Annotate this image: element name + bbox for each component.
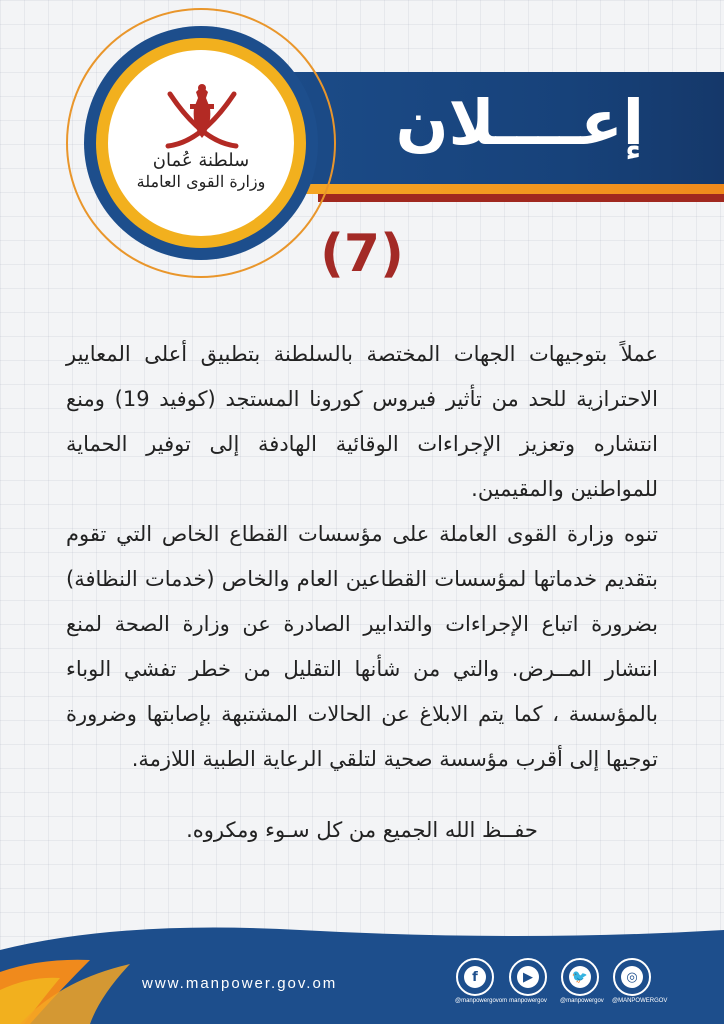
orange-stripe bbox=[300, 184, 724, 194]
body-paragraph: تنوه وزارة القوى العاملة على مؤسسات القطاع الخاص التي تقوم بتقديم خدماتها لمؤسسات القطاعين العام والخاص (خدمات النظافة) بضرورة اتباع الإجراءات والتدابير الصادرة عن وزارة الصحة لمنع انتشار المــرض. والتي من شأنها التقليل من خطر تفشي الوباء بالمؤسسة ، كما يتم الابلاغ عن الحالات المشتبهة بإصابتها وضرورة توجيها إلى أقرب مؤسسة صحية لتلقي الرعاية الطبية اللازمة. bbox=[66, 522, 658, 771]
social-handle: @manpowergovom bbox=[455, 998, 508, 1004]
website-link[interactable]: www.manpower.gov.om bbox=[142, 975, 338, 992]
social-handle: manpowergov bbox=[509, 998, 547, 1004]
twitter-icon: 🐦 bbox=[569, 966, 591, 988]
closing-line: حفــظ الله الجميع من كل سـوء ومكروه. bbox=[186, 818, 538, 842]
social-handle: @manpowergov bbox=[560, 998, 604, 1004]
youtube-link[interactable] bbox=[508, 958, 548, 1004]
announcement-body bbox=[66, 332, 658, 782]
instagram-icon: ◎ bbox=[621, 966, 643, 988]
red-stripe bbox=[318, 194, 724, 202]
announcement-title: إعــــلان bbox=[395, 86, 644, 159]
logo-text-sultanate: سلطنة عُمان bbox=[152, 150, 250, 171]
facebook-icon: f bbox=[464, 966, 486, 988]
announcement-number: (7) bbox=[320, 224, 404, 284]
social-handle: @MANPOWERGOV bbox=[612, 998, 668, 1004]
oman-emblem-icon bbox=[156, 82, 248, 152]
youtube-icon: ▶ bbox=[517, 966, 539, 988]
logo-text-ministry: وزارة القوى العاملة bbox=[136, 172, 266, 191]
instagram-link[interactable] bbox=[612, 958, 668, 1004]
twitter-link[interactable] bbox=[560, 958, 604, 1004]
facebook-link[interactable] bbox=[455, 958, 508, 1004]
body-paragraph: عملاً بتوجيهات الجهات المختصة بالسلطنة بتطبيق أعلى المعايير الاحترازية للحد من تأثير فيروس كورونا المستجد (كوفيد 19) ومنع انتشاره وتعزيز الإجراءات الوقائية الهادفة إلى توفير الحماية للمواطنين والمقيمين. bbox=[66, 342, 658, 501]
